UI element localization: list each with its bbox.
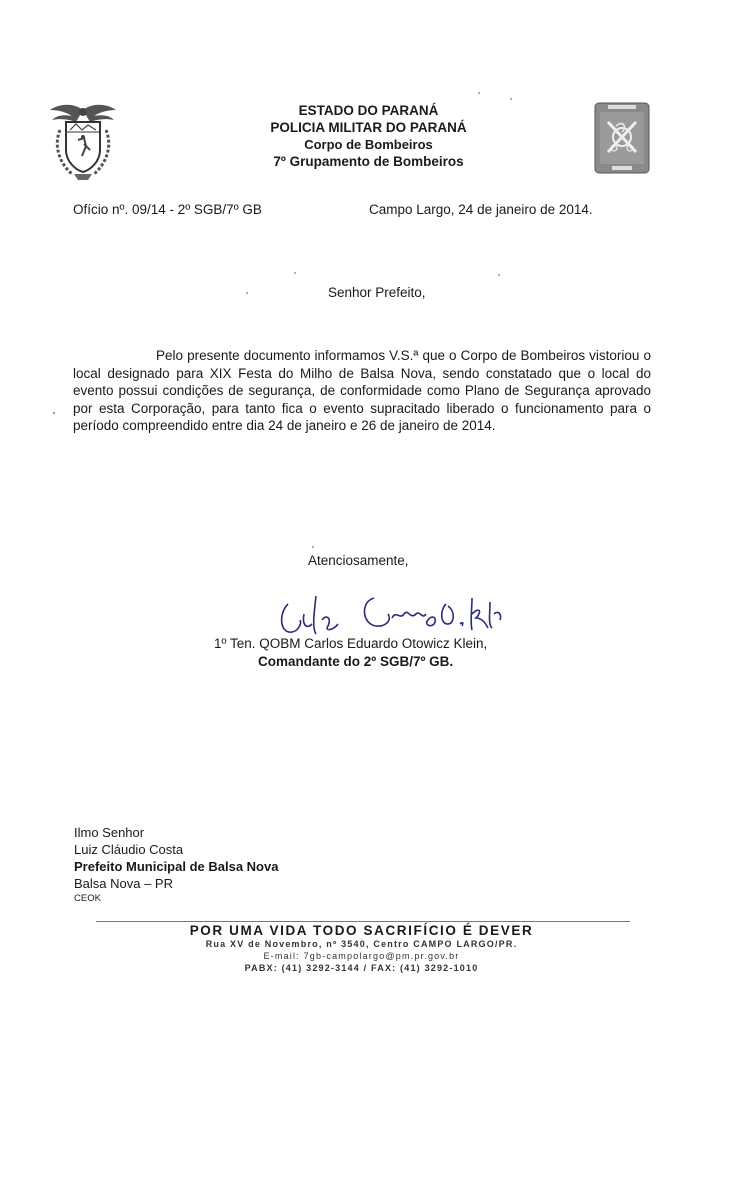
footer-email: E-mail: 7gb-campolargo@pm.pr.gov.br xyxy=(263,951,460,961)
recipient-code: CEOK xyxy=(74,893,101,904)
scan-speck xyxy=(498,274,500,276)
letterhead xyxy=(0,102,729,170)
scan-speck xyxy=(478,92,480,94)
recipient-location: Balsa Nova – PR xyxy=(74,876,173,891)
header-state: ESTADO DO PARANÁ xyxy=(298,103,439,118)
handwritten-signature xyxy=(276,584,506,642)
scan-speck xyxy=(53,412,55,414)
recipient-title: Prefeito Municipal de Balsa Nova xyxy=(74,859,279,874)
letter-body: Pelo presente documento informamos V.S.ª que o Corpo de Bombeiros vistoriou o local designado para XIX Festa do Milho de Balsa Nova, sendo constatado que o local do evento possui condições de segurança, de conformidade como Plano de Segurança aprovado por esta Corporação, para tanto fica o evento supracitado liberado o funcionamento para o período compreendido entre dia 24 de janeiro e 26 de janeiro de 2014. xyxy=(73,348,651,433)
closing: Atenciosamente, xyxy=(308,553,409,568)
office-reference: Ofício nº. 09/14 - 2º SGB/7º GB xyxy=(73,202,262,217)
footer-phones: PABX: (41) 3292-3144 / FAX: (41) 3292-1010 xyxy=(244,963,479,973)
header-police: POLICIA MILITAR DO PARANÁ xyxy=(270,120,467,135)
signer-title: Comandante do 2º SGB/7º GB. xyxy=(258,654,454,669)
recipient-name: Luiz Cláudio Costa xyxy=(74,842,184,857)
scan-speck xyxy=(312,546,314,548)
scan-speck xyxy=(510,98,512,100)
header-group: 7º Grupamento de Bombeiros xyxy=(273,154,464,169)
recipient-block xyxy=(74,824,278,905)
footer xyxy=(0,923,729,974)
date-line: Campo Largo, 24 de janeiro de 2014. xyxy=(369,202,593,217)
header-corps: Corpo de Bombeiros xyxy=(304,137,433,152)
scan-speck xyxy=(294,272,296,274)
scan-speck xyxy=(246,292,248,294)
footer-motto: POR UMA VIDA TODO SACRIFÍCIO É DEVER xyxy=(189,923,534,938)
salutation: Senhor Prefeito, xyxy=(328,285,426,300)
footer-address: Rua XV de Novembro, nº 3540, Centro CAMPO LARGO/PR. xyxy=(205,939,518,949)
footer-divider xyxy=(96,921,630,922)
signer-name: 1º Ten. QOBM Carlos Eduardo Otowicz Klein, xyxy=(214,636,488,651)
recipient-greeting: Ilmo Senhor xyxy=(74,825,145,840)
